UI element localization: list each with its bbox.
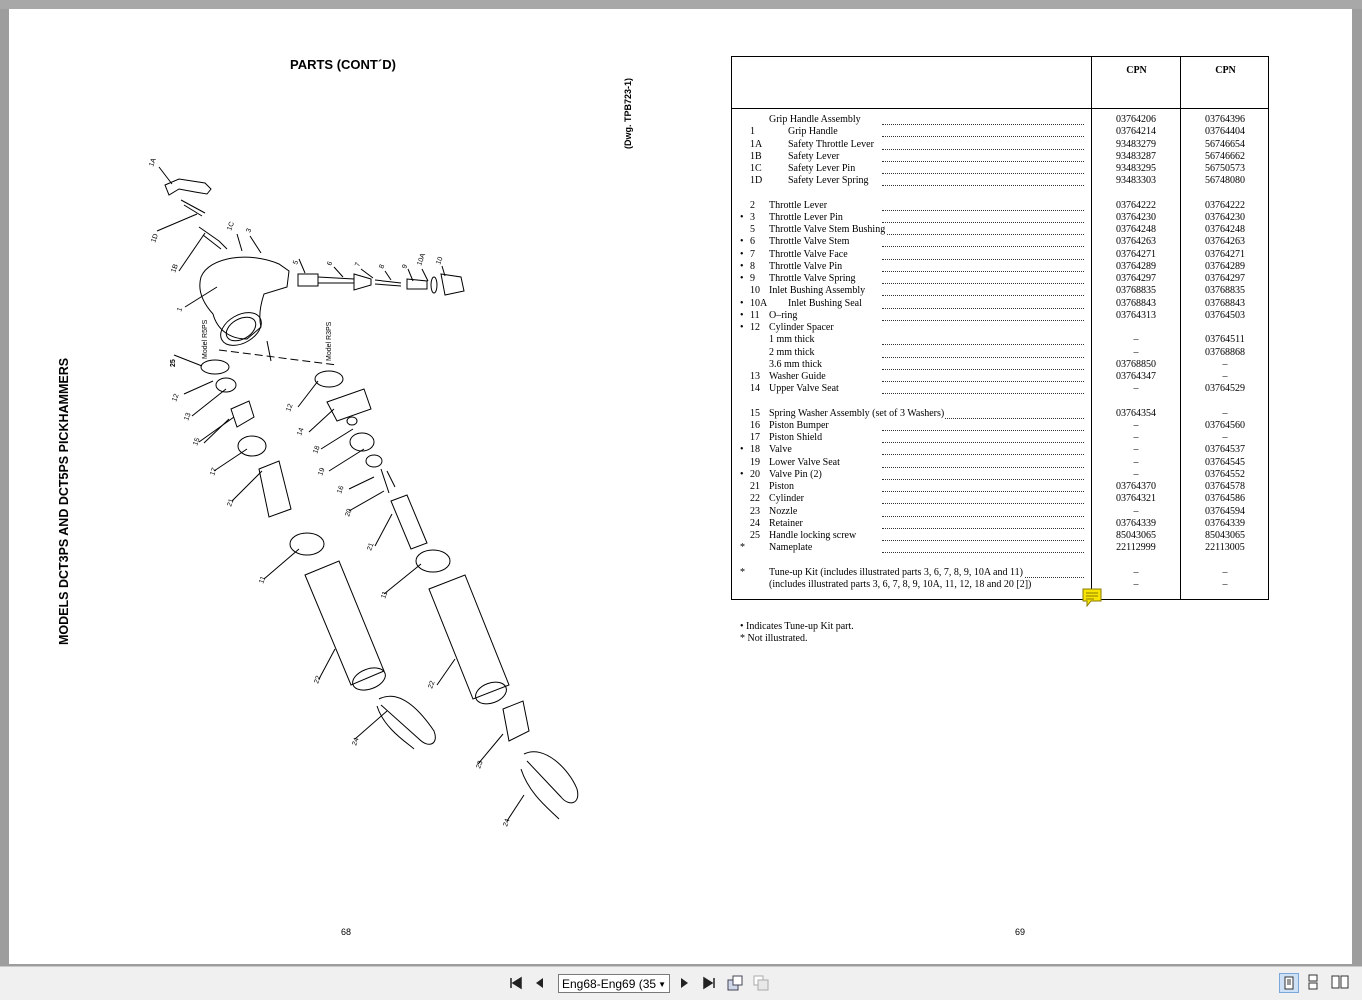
label-6: 6 — [326, 260, 335, 267]
label-11-right: 11 — [380, 590, 390, 600]
row-description: (includes illustrated parts 3, 6, 7, 8, 9, 10A, 11, 12, 18 and 20 [2]) — [769, 578, 1032, 590]
row-leader-dots — [882, 542, 1084, 553]
row-leader-dots — [882, 530, 1084, 541]
row-description: Cylinder Spacer — [769, 322, 834, 333]
label-11-left: 11 — [258, 575, 268, 585]
row-description: Safety Lever Spring — [788, 175, 869, 187]
viewer-toolbar — [0, 966, 1362, 1000]
row-description: Inlet Bushing Assembly — [769, 285, 866, 297]
row-item-number: 14 — [750, 383, 760, 395]
row-cpn-1: 03768843 — [1116, 297, 1156, 309]
row-bullet: • — [740, 444, 744, 456]
row-cpn-1: 03764321 — [1116, 493, 1156, 505]
row-item-number: 24 — [750, 517, 760, 529]
row-description: Upper Valve Seat — [769, 383, 839, 395]
label-16: 16 — [336, 484, 346, 495]
label-21-right: 21 — [366, 541, 376, 552]
comment-note-icon[interactable] — [1081, 587, 1103, 607]
row-cpn-2: – — [1222, 432, 1228, 443]
row-cpn-1: 93483287 — [1116, 150, 1156, 162]
label-20: 20 — [344, 507, 354, 518]
table-row — [732, 432, 1270, 444]
row-cpn-2: – — [1222, 566, 1228, 578]
safety-throttle-lever-drawing — [165, 179, 211, 195]
table-row — [732, 518, 1270, 530]
table-row — [732, 310, 1270, 322]
not-illustrated-note: * Not illustrated. — [740, 633, 808, 644]
row-item-number: 6 — [750, 236, 755, 248]
continuous-view-button[interactable] — [1304, 973, 1324, 993]
row-description: Nameplate — [769, 542, 813, 554]
table-row — [732, 469, 1270, 481]
table-row — [732, 359, 1270, 371]
left-piston-drawing — [259, 461, 291, 517]
parts-title: PARTS (CONT´D) — [290, 57, 396, 72]
table-row — [732, 506, 1270, 518]
grip-handle-drawing — [200, 257, 289, 339]
row-leader-dots — [882, 469, 1084, 480]
table-row — [732, 212, 1270, 224]
row-cpn-1: 85043065 — [1116, 530, 1156, 541]
row-item-number: 19 — [750, 456, 760, 468]
row-cpn-2: 03764560 — [1205, 419, 1245, 431]
row-item-number: 20 — [750, 468, 760, 480]
row-item-number: 13 — [750, 371, 760, 382]
row-cpn-2: 03768835 — [1205, 285, 1245, 297]
row-leader-dots — [882, 261, 1084, 272]
row-description: Throttle Valve Spring — [769, 273, 856, 284]
row-cpn-2: 03764578 — [1205, 481, 1245, 492]
table-row — [732, 420, 1270, 432]
right-cylinder-drawing — [429, 575, 509, 699]
row-cpn-2: 56750573 — [1205, 163, 1245, 174]
label-9: 9 — [401, 263, 410, 270]
label-21-left: 21 — [226, 497, 236, 508]
row-cpn-1: – — [1133, 346, 1139, 358]
row-cpn-2: 03764222 — [1205, 199, 1245, 211]
row-cpn-2: – — [1222, 371, 1228, 382]
label-8: 8 — [378, 263, 387, 270]
row-leader-dots — [882, 151, 1084, 162]
row-leader-dots — [882, 212, 1084, 223]
row-description: Spring Washer Assembly (set of 3 Washers) — [769, 407, 945, 419]
row-cpn-2: 03764537 — [1205, 444, 1245, 456]
row-leader-dots — [882, 371, 1084, 382]
row-item-number: 16 — [750, 419, 760, 431]
row-item-number: 22 — [750, 493, 760, 505]
row-item-number: 1D — [750, 175, 763, 187]
table-row — [732, 261, 1270, 273]
label-3: 3 — [245, 227, 254, 234]
label-1: 1 — [176, 306, 185, 313]
row-bullet: • — [740, 322, 744, 333]
label-18: 18 — [312, 444, 322, 455]
row-description: Throttle Lever — [769, 199, 828, 211]
row-leader-dots — [882, 236, 1084, 247]
label-1D: 1D — [150, 232, 160, 244]
row-cpn-1: – — [1133, 456, 1139, 468]
row-cpn-1: 03764313 — [1116, 309, 1156, 321]
row-cpn-1: – — [1133, 419, 1139, 431]
single-page-view-icon — [1280, 974, 1298, 992]
row-cpn-1: – — [1133, 432, 1139, 443]
row-cpn-2: – — [1222, 358, 1228, 370]
table-row — [732, 530, 1270, 542]
row-cpn-1: 03764263 — [1116, 236, 1156, 248]
row-cpn-1: 93483279 — [1116, 138, 1156, 150]
table-row — [732, 273, 1270, 285]
row-description: 2 mm thick — [769, 346, 815, 358]
row-leader-dots — [882, 506, 1084, 517]
row-cpn-1: 03764230 — [1116, 211, 1156, 223]
row-leader-dots — [882, 273, 1084, 284]
left-retainer-drawing — [377, 696, 435, 749]
row-cpn-2: 56748080 — [1205, 175, 1245, 187]
row-leader-dots — [882, 383, 1084, 394]
label-1B: 1B — [170, 263, 180, 274]
row-description: Throttle Lever Pin — [769, 211, 843, 223]
table-row — [732, 249, 1270, 261]
table-row — [732, 163, 1270, 175]
page-selector-value: Eng68-Eng69 (35 — [562, 977, 657, 991]
row-description: Retainer — [769, 517, 803, 529]
row-leader-dots — [882, 493, 1084, 504]
next-page-icon[interactable] — [678, 976, 690, 990]
row-item-number: 1A — [750, 138, 763, 150]
facing-pages-view-icon — [1330, 973, 1350, 991]
table-row — [732, 151, 1270, 163]
label-10: 10 — [435, 255, 445, 266]
row-description: Piston Shield — [769, 432, 823, 443]
row-bullet: * — [740, 542, 745, 554]
row-cpn-1: 03764354 — [1116, 407, 1156, 419]
table-row — [732, 493, 1270, 505]
row-cpn-1: 03764248 — [1116, 224, 1156, 235]
row-cpn-2: 03764230 — [1205, 211, 1245, 223]
label-22-right: 22 — [427, 679, 437, 690]
row-cpn-1: 03764297 — [1116, 273, 1156, 284]
row-item-number: 9 — [750, 273, 755, 284]
row-bullet: • — [740, 236, 744, 248]
cpn-header-1: CPN — [1126, 65, 1147, 76]
row-cpn-1: 22112999 — [1116, 542, 1156, 554]
label-12-right: 12 — [285, 402, 295, 413]
page-selector[interactable] — [558, 974, 670, 993]
row-leader-dots — [882, 114, 1084, 125]
left-cylinder-drawing — [305, 561, 384, 685]
viewer-top-edge — [0, 0, 1362, 9]
table-notes — [740, 621, 854, 645]
label-19: 19 — [317, 466, 327, 477]
table-row — [732, 175, 1270, 187]
row-cpn-2: 03768868 — [1205, 346, 1245, 358]
table-row — [732, 139, 1270, 151]
row-description: Cylinder — [769, 493, 804, 505]
row-leader-dots — [882, 420, 1084, 431]
row-cpn-2: – — [1222, 578, 1228, 590]
row-cpn-2: 03764271 — [1205, 248, 1245, 260]
row-leader-dots — [882, 334, 1084, 345]
row-bullet: • — [740, 248, 744, 260]
row-description: Throttle Valve Pin — [769, 260, 843, 272]
row-item-number: 23 — [750, 505, 760, 517]
row-leader-dots — [882, 359, 1084, 370]
models-side-title: MODELS DCT3PS AND DCT5PS PICKHAMMERS — [57, 357, 71, 645]
row-cpn-2: 03764594 — [1205, 505, 1245, 517]
label-23: 23 — [475, 759, 485, 770]
row-cpn-2: 03764248 — [1205, 224, 1245, 235]
row-cpn-1: 03768850 — [1116, 358, 1156, 370]
table-row — [732, 334, 1270, 346]
label-1C: 1C — [226, 220, 236, 232]
row-description: 1 mm thick — [769, 334, 815, 346]
row-leader-dots — [882, 432, 1084, 443]
parts-table — [731, 56, 1269, 600]
row-cpn-2: 03768843 — [1205, 297, 1245, 309]
row-cpn-1: 03764289 — [1116, 260, 1156, 272]
table-row — [732, 322, 1270, 334]
cpn-header-2: CPN — [1215, 65, 1236, 76]
row-leader-dots — [882, 347, 1084, 358]
row-item-number: 12 — [750, 322, 760, 333]
diagram-labels — [148, 157, 511, 828]
label-14: 14 — [296, 426, 306, 437]
row-cpn-1: 93483303 — [1116, 175, 1156, 187]
row-cpn-2: – — [1222, 407, 1228, 419]
row-bullet: • — [740, 211, 744, 223]
row-leader-dots — [882, 310, 1084, 321]
row-cpn-1: – — [1133, 383, 1139, 395]
label-17: 17 — [209, 466, 219, 477]
table-row — [732, 567, 1270, 579]
table-row — [732, 481, 1270, 493]
row-leader-dots — [882, 518, 1084, 529]
row-cpn-2: 22113005 — [1205, 542, 1245, 554]
row-cpn-2: 03764545 — [1205, 456, 1245, 468]
row-cpn-2: 03764263 — [1205, 236, 1245, 248]
row-leader-dots — [882, 139, 1084, 150]
row-cpn-2: 03764339 — [1205, 517, 1245, 529]
row-description: Valve Pin (2) — [769, 468, 822, 480]
table-row — [732, 126, 1270, 138]
row-item-number: 1 — [750, 126, 755, 138]
row-item-number: 2 — [750, 199, 755, 211]
row-leader-dots — [882, 298, 1084, 309]
row-cpn-1: – — [1133, 505, 1139, 517]
table-row — [732, 579, 1270, 591]
row-cpn-2: 03764503 — [1205, 309, 1245, 321]
label-7: 7 — [354, 261, 363, 268]
row-bullet: • — [740, 468, 744, 480]
row-item-number: 8 — [750, 260, 755, 272]
drawing-reference: (Dwg. TPB723-1) — [623, 77, 633, 149]
label-24-left: 24 — [351, 736, 361, 747]
row-cpn-1: – — [1133, 468, 1139, 480]
right-page-number: 69 — [1015, 927, 1026, 937]
table-row — [732, 444, 1270, 456]
row-description: Lower Valve Seat — [769, 456, 840, 468]
row-cpn-2: 85043065 — [1205, 530, 1245, 541]
continuous-view-icon — [1304, 973, 1322, 991]
row-item-number: 7 — [750, 248, 755, 260]
row-cpn-2: 03764289 — [1205, 260, 1245, 272]
row-cpn-1: – — [1133, 566, 1139, 578]
row-bullet: • — [740, 297, 744, 309]
row-bullet: • — [740, 260, 744, 272]
label-13: 13 — [183, 411, 193, 422]
row-leader-dots — [882, 457, 1084, 468]
row-description: Safety Throttle Lever — [788, 138, 874, 150]
table-row — [732, 383, 1270, 395]
table-row — [732, 347, 1270, 359]
row-item-number: 10 — [750, 285, 760, 297]
row-cpn-1: – — [1133, 578, 1139, 590]
row-cpn-1: 03764214 — [1116, 126, 1156, 138]
row-cpn-2: 03764586 — [1205, 493, 1245, 505]
single-page-view-button[interactable] — [1279, 973, 1299, 993]
row-description: Tune-up Kit (includes illustrated parts 3, 6, 7, 8, 9, 10A and 11) — [769, 566, 1023, 578]
table-row — [732, 200, 1270, 212]
row-description: Throttle Valve Face — [769, 248, 848, 260]
facing-pages-view-button[interactable] — [1330, 973, 1350, 993]
row-item-number: 10A — [750, 297, 768, 309]
row-item-number: 21 — [750, 481, 760, 492]
row-description: Valve — [769, 444, 792, 456]
row-description: 3.6 mm thick — [769, 358, 823, 370]
row-item-number: 15 — [750, 407, 760, 419]
table-row — [732, 298, 1270, 310]
row-leader-dots — [882, 163, 1084, 174]
row-cpn-1: – — [1133, 334, 1139, 346]
document-page — [9, 9, 1352, 964]
table-row — [732, 408, 1270, 420]
right-retainer-drawing — [521, 752, 578, 819]
row-cpn-2: 03764404 — [1205, 126, 1245, 138]
table-row — [732, 542, 1270, 554]
row-cpn-1: – — [1133, 444, 1139, 456]
label-24-right: 24 — [502, 817, 512, 828]
row-leader-dots — [882, 249, 1084, 260]
model-r3ps-label: Model R3PS — [326, 321, 333, 361]
row-description: Throttle Valve Stem Bushing — [769, 224, 886, 235]
row-cpn-1: 03764339 — [1116, 517, 1156, 529]
previous-page-icon[interactable] — [534, 976, 546, 990]
row-cpn-1: 03764370 — [1116, 481, 1156, 492]
label-5: 5 — [292, 259, 301, 266]
right-piston-drawing — [391, 495, 427, 549]
left-page-number: 68 — [341, 927, 352, 937]
row-description: Handle locking screw — [769, 530, 857, 541]
label-15: 15 — [192, 436, 202, 447]
row-description: Grip Handle — [788, 126, 838, 138]
row-cpn-1: 03764222 — [1116, 199, 1156, 211]
row-item-number: 5 — [750, 224, 755, 235]
row-item-number: 18 — [750, 444, 760, 456]
row-leader-dots — [882, 285, 1084, 296]
last-page-icon[interactable] — [701, 976, 717, 990]
row-cpn-2: 03764529 — [1205, 383, 1245, 395]
table-row — [732, 236, 1270, 248]
table-row — [732, 371, 1270, 383]
label-22-left: 22 — [313, 674, 323, 685]
safety-lever-drawing — [199, 227, 227, 249]
row-cpn-2: 03764396 — [1205, 114, 1245, 125]
row-cpn-2: 56746662 — [1205, 150, 1245, 162]
label-10A: 10A — [416, 252, 428, 267]
row-cpn-1: 03764271 — [1116, 248, 1156, 260]
label-25: 25 — [170, 359, 177, 367]
label-12-left: 12 — [171, 392, 181, 403]
row-description: Safety Lever Pin — [788, 163, 856, 174]
model-r5ps-label: Model R5PS — [202, 319, 209, 359]
back-view-icon[interactable] — [726, 974, 744, 992]
row-item-number: 11 — [750, 309, 760, 321]
row-description: Washer Guide — [769, 371, 826, 382]
row-leader-dots — [882, 175, 1084, 186]
row-item-number: 17 — [750, 432, 760, 443]
row-bullet: • — [740, 273, 744, 284]
row-item-number: 1C — [750, 163, 762, 174]
chevron-down-icon: ▼ — [658, 980, 666, 989]
row-leader-dots — [882, 481, 1084, 492]
table-row — [732, 224, 1270, 236]
tuneup-note: • Indicates Tune-up Kit part. — [740, 621, 854, 632]
row-leader-dots — [882, 126, 1084, 137]
row-cpn-2: 03764511 — [1205, 334, 1245, 346]
nozzle-drawing — [503, 701, 529, 741]
row-description: Nozzle — [769, 505, 798, 517]
row-description: Piston Bumper — [769, 419, 829, 431]
row-bullet: • — [740, 309, 744, 321]
label-1A: 1A — [148, 157, 158, 168]
table-row — [732, 114, 1270, 126]
row-cpn-2: 03764297 — [1205, 273, 1245, 284]
row-leader-dots — [882, 224, 1084, 235]
safety-spring-drawing — [181, 200, 205, 216]
row-cpn-1: 93483295 — [1116, 163, 1156, 174]
row-description: Safety Lever — [788, 150, 840, 162]
row-cpn-1: 03764206 — [1116, 114, 1156, 125]
table-row — [732, 285, 1270, 297]
row-description: Inlet Bushing Seal — [788, 297, 862, 309]
table-row — [732, 457, 1270, 469]
row-bullet: * — [740, 566, 745, 578]
row-description: O–ring — [769, 309, 798, 321]
row-leader-dots — [882, 444, 1084, 455]
row-item-number: 3 — [750, 211, 755, 223]
row-description: Grip Handle Assembly — [769, 114, 861, 125]
row-description: Throttle Valve Stem — [769, 236, 850, 248]
row-item-number: 25 — [750, 530, 760, 541]
row-item-number: 1B — [750, 150, 762, 162]
exploded-parts-diagram — [9, 9, 709, 849]
forward-view-icon[interactable] — [752, 974, 770, 992]
row-cpn-1: 03768835 — [1116, 285, 1156, 297]
first-page-icon[interactable] — [508, 976, 524, 990]
row-leader-dots — [882, 200, 1084, 211]
row-description: Piston — [769, 481, 795, 492]
row-cpn-1: 03764347 — [1116, 371, 1156, 382]
row-cpn-2: 03764552 — [1205, 468, 1245, 480]
row-cpn-2: 56746654 — [1205, 138, 1245, 150]
